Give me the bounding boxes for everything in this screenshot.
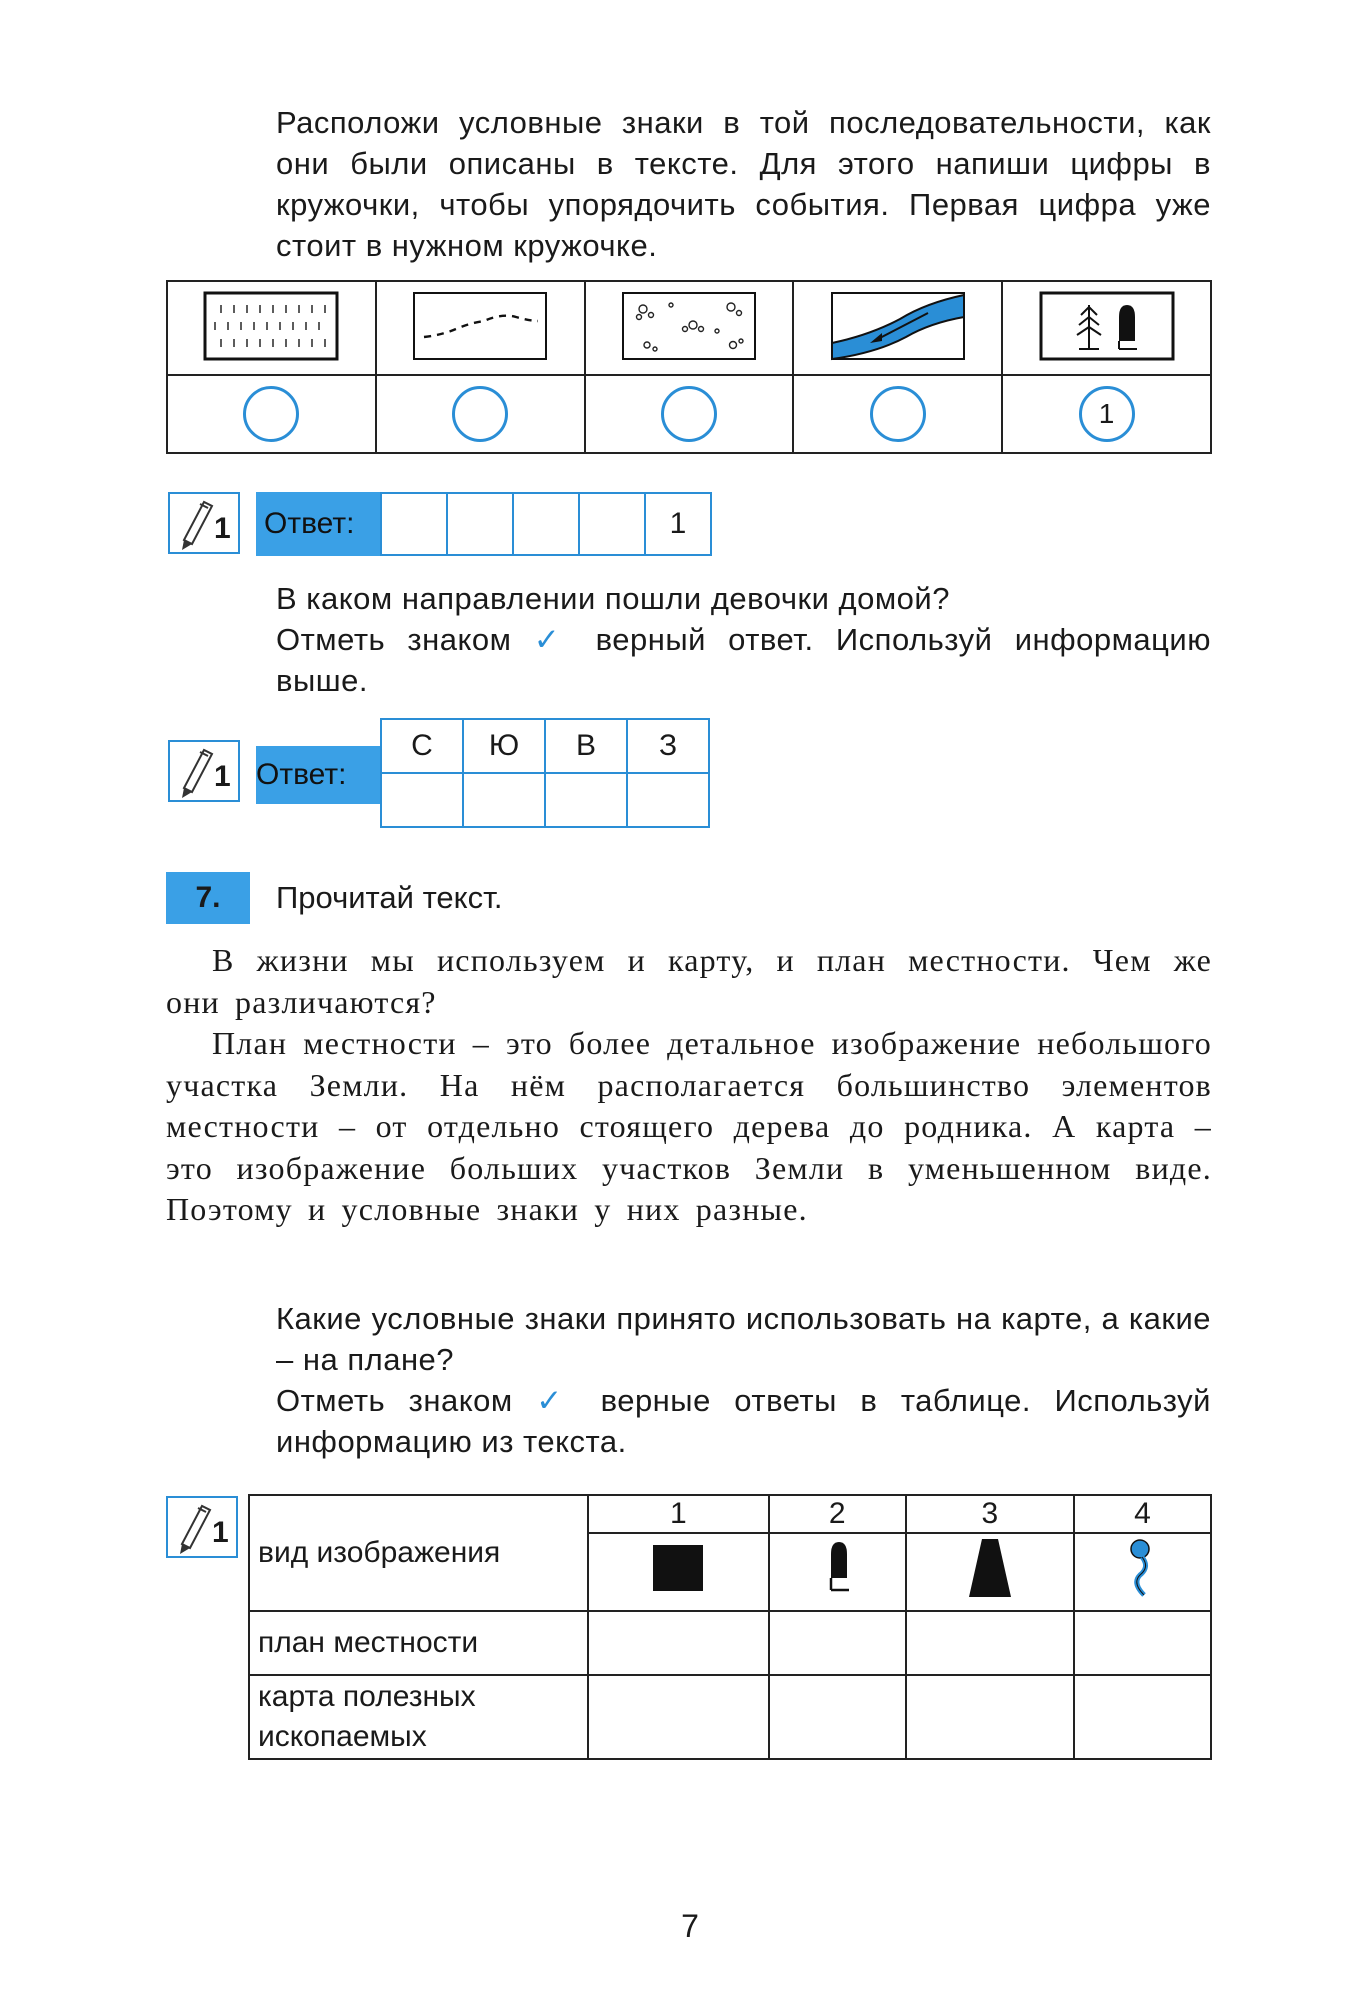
reading-paragraph: План местности – это более детальное изображение небольшого участка Земли. На нём располагается большинство элементов местности – от отдельно стоящего дерева до родника. А карта – это изображение больших участков Земли в уменьшенном виде. Поэтому и условные знаки у них разные.: [166, 1025, 1212, 1227]
trapezoid-mine-icon: [965, 1535, 1015, 1601]
pencil-score-badge: [168, 492, 240, 554]
direction-south: Ю: [462, 718, 546, 774]
direction-east: В: [544, 718, 628, 774]
single-tree-icon: [817, 1538, 857, 1598]
direction-check-cell[interactable]: [462, 772, 546, 828]
shrubs-map-symbol-icon: [621, 291, 757, 361]
answer-label: Ответ:: [256, 492, 380, 556]
answer-cell[interactable]: [578, 492, 646, 556]
task-title: Прочитай текст.: [276, 880, 503, 915]
spring-icon: [1122, 1535, 1162, 1601]
row-label-map: карта полезных ископаемых: [249, 1675, 588, 1759]
symbols-question-block: [276, 1298, 1211, 1462]
symbols-instruction: Отметь знаком ✓ верные ответы в таблице. Используй информацию из текста.: [276, 1383, 1211, 1459]
symbols-table: [166, 280, 1212, 454]
score-value: 1: [214, 512, 231, 545]
check-cell[interactable]: [1074, 1611, 1211, 1675]
answer-cell[interactable]: [380, 492, 448, 556]
direction-check-cell[interactable]: [544, 772, 628, 828]
mixed-forest-map-symbol-icon: [1039, 291, 1175, 361]
direction-check-cell[interactable]: [626, 772, 710, 828]
pencil-score-badge: [166, 1496, 238, 1558]
direction-instruction: Отметь знаком ✓ верный ответ. Используй информацию выше.: [276, 622, 1211, 698]
check-cell[interactable]: [906, 1675, 1074, 1759]
direction-north: С: [380, 718, 464, 774]
symbols-question: Какие условные знаки принято использовать на карте, а какие – на плане?: [276, 1301, 1211, 1377]
order-instruction: Расположи условные знаки в той последовательности, как они были описаны в тексте. Для этого напиши цифры в кружочки, чтобы упорядочить события. Первая цифра уже стоит в нужном кружочке.: [276, 105, 1211, 263]
check-mark-icon: ✓: [536, 1383, 578, 1418]
direction-answer-grid: [380, 718, 710, 828]
reading-paragraph: В жизни мы используем и карту, и план местности. Чем же они различаются?: [166, 942, 1212, 1020]
column-number: 4: [1074, 1495, 1211, 1533]
reading-text: [166, 940, 1212, 1231]
order-circle-1[interactable]: [243, 386, 299, 442]
pencil-score-badge: [168, 740, 240, 802]
direction-check-cell[interactable]: [380, 772, 464, 828]
direction-question-block: [276, 578, 1211, 701]
order-circle-3[interactable]: [661, 386, 717, 442]
check-cell[interactable]: [769, 1675, 906, 1759]
column-number: 3: [906, 1495, 1074, 1533]
swamp-map-symbol-icon: [203, 291, 339, 361]
page-number: 7: [681, 1908, 699, 1944]
order-answer-cells: [380, 492, 712, 556]
row-label-plan: план местности: [249, 1611, 588, 1675]
answer-cell[interactable]: 1: [644, 492, 712, 556]
column-number: 1: [588, 1495, 769, 1533]
score-value: 1: [212, 1516, 229, 1549]
order-circle-5[interactable]: 1: [1079, 386, 1135, 442]
check-cell[interactable]: [1074, 1675, 1211, 1759]
answer-cell[interactable]: [512, 492, 580, 556]
column-number: 2: [769, 1495, 906, 1533]
order-circle-4[interactable]: [870, 386, 926, 442]
symbols-check-table: [248, 1494, 1212, 1760]
direction-question: В каком направлении пошли девочки домой?: [276, 581, 950, 616]
check-cell[interactable]: [769, 1611, 906, 1675]
direction-west: З: [626, 718, 710, 774]
black-square-icon: [651, 1541, 705, 1595]
task-number-badge: 7.: [166, 872, 250, 924]
order-circle-2[interactable]: [452, 386, 508, 442]
river-flow-map-symbol-icon: [830, 291, 966, 361]
check-mark-icon: ✓: [533, 622, 574, 657]
check-cell[interactable]: [588, 1611, 769, 1675]
check-cell[interactable]: [906, 1611, 1074, 1675]
answer-label: Ответ:: [256, 746, 380, 804]
check-cell[interactable]: [588, 1675, 769, 1759]
answer-cell[interactable]: [446, 492, 514, 556]
score-value: 1: [214, 760, 231, 793]
row-header-image-type: вид изображения: [249, 1495, 588, 1611]
path-map-symbol-icon: [412, 291, 548, 361]
